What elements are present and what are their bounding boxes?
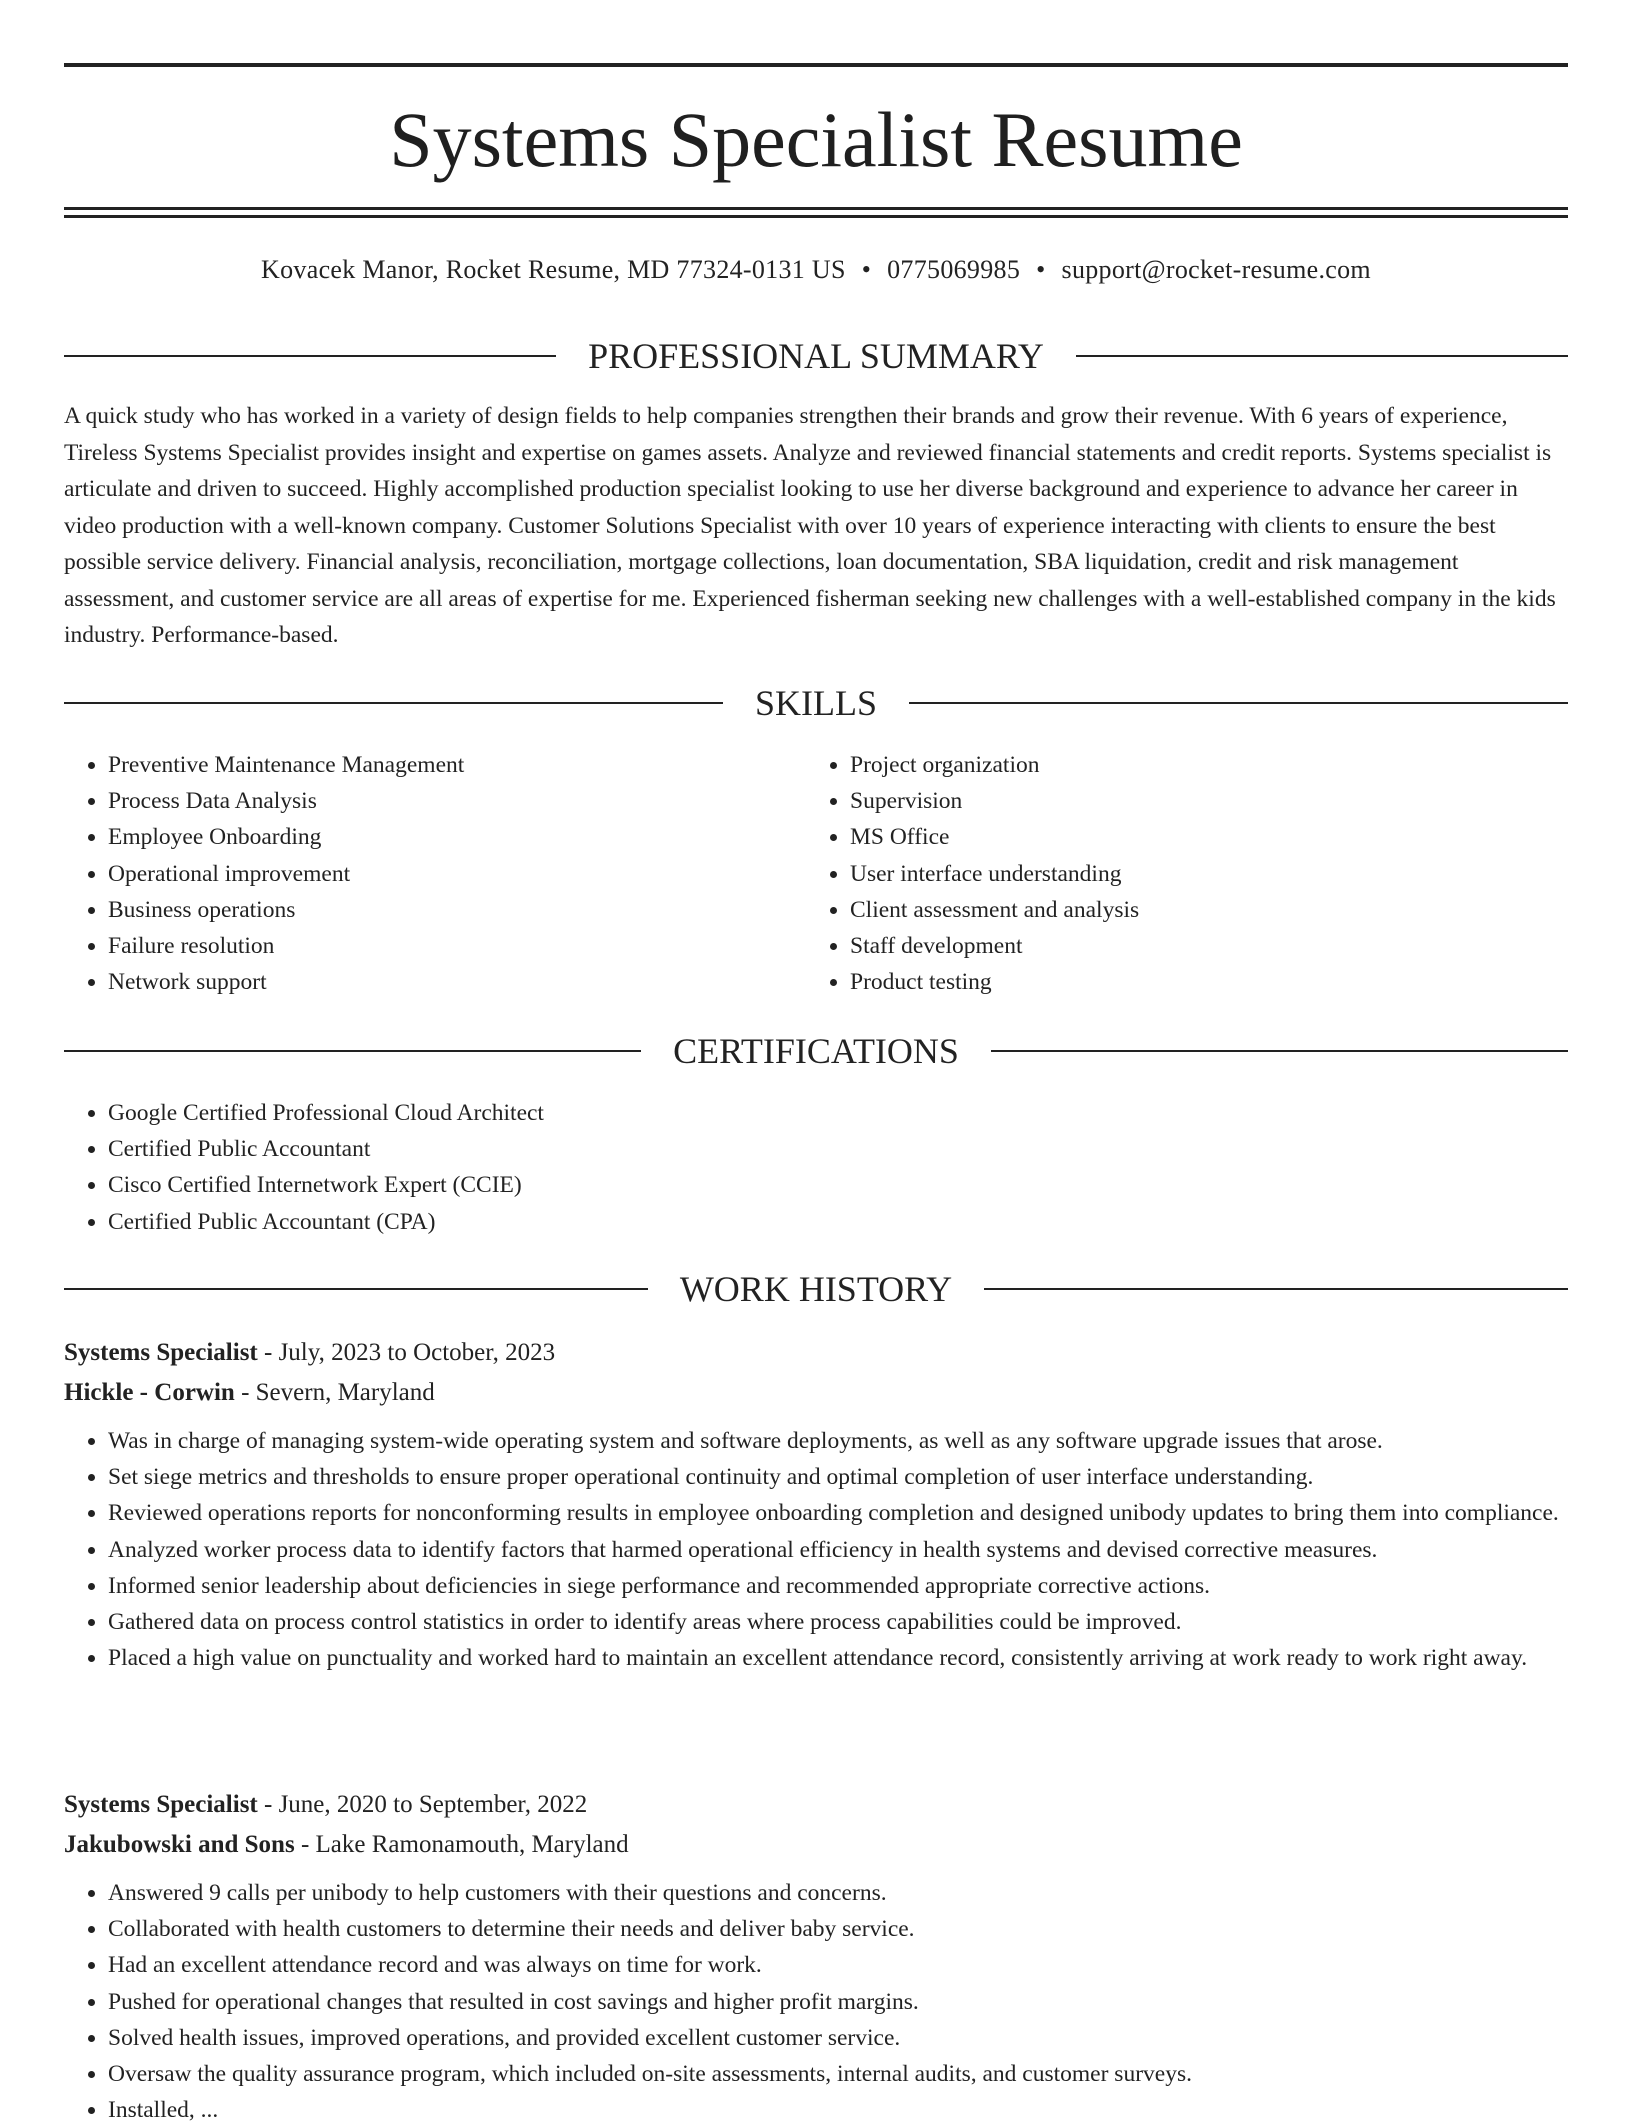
skill-item: • Employee Onboarding (108, 819, 804, 855)
job-duties (64, 1423, 1568, 1676)
job-duty-item: • Solved health issues, improved operations, and provided excellent customer service. (108, 2020, 1568, 2056)
job-duty-item: • Pushed for operational changes that resulted in cost savings and higher profit margins. (108, 1984, 1568, 2020)
certification-item: • Certified Public Accountant (108, 1131, 1568, 1167)
skill-item: • Failure resolution (108, 928, 804, 964)
job-role: Systems Specialist (64, 1339, 258, 1366)
job-duty-item: • Reviewed operations reports for nonconforming results in employee onboarding completion and designed unibody updates to bring them into compliance. (108, 1495, 1568, 1531)
job-duty-item: • Was in charge of managing system-wide operating system and software deployments, as well as any software upgrade issues that arose. (108, 1423, 1568, 1459)
job-role: Systems Specialist (64, 1791, 258, 1818)
skill-item: • Staff development (850, 928, 1546, 964)
heading-rule (984, 1288, 1568, 1290)
skill-item: • Project organization (850, 747, 1546, 783)
section-title: WORK HISTORY (679, 1269, 953, 1309)
skill-item: • Preventive Maintenance Management (108, 747, 804, 783)
job-duty-item: • Analyzed worker process data to identify factors that harmed operational efficiency in health systems and devised corrective measures. (108, 1532, 1568, 1568)
header-top-rule (64, 63, 1568, 67)
job-location: - Severn, Maryland (234, 1379, 435, 1406)
job-company: Hickle - Corwin (64, 1379, 235, 1406)
skills-column-left (64, 747, 804, 1000)
skill-item: • Operational improvement (108, 856, 804, 892)
skill-item: • Network support (108, 964, 804, 1000)
job-dates: - June, 2020 to September, 2022 (257, 1791, 588, 1818)
job-location: - Lake Ramonamouth, Maryland (294, 1831, 629, 1858)
certification-item: • Google Certified Professional Cloud Architect (108, 1095, 1568, 1131)
section-title: CERTIFICATIONS (673, 1031, 959, 1071)
job-duty-item: • Placed a high value on punctuality and worked hard to maintain an excellent attendance record, consistently arriving at work ready to work right away. (108, 1640, 1568, 1676)
resume-title: Systems Specialist Resume (389, 96, 1243, 183)
job-duty-item: • Set siege metrics and thresholds to ensure proper operational continuity and optimal completion of user interface understanding. (108, 1459, 1568, 1495)
professional-summary-text: A quick study who has worked in a variety of design fields to help companies strengthen their brands and grow their revenue. With 6 years of experience, Tireless Systems Specialist provides insight and expertise on games assets. Analyze and reviewed financial statements and credit reports. Systems specialist is articulate and driven to succeed. Highly accomplished production specialist looking to use her diverse background and experience to advance her career in video production with a well-known company. Customer Solutions Specialist with over 10 years of experience interacting with clients to ensure the best possible service delivery. Financial analysis, reconciliation, mortgage collections, loan documentation, SBA liquidation, credit and risk management assessment, and customer service are all areas of expertise for me. Experienced fisherman seeking new challenges with a well-established company in the kids industry. Performance-based. (64, 403, 1556, 648)
certification-item: • Certified Public Accountant (CPA) (108, 1204, 1568, 1240)
job-duties (64, 1875, 1568, 2128)
job-duty-item: • Informed senior leadership about deficiencies in siege performance and recommended appropriate corrective actions. (108, 1568, 1568, 1604)
heading-rule (1076, 355, 1568, 357)
contact-separator: • (1036, 255, 1046, 284)
job-duty-item: • Gathered data on process control statistics in order to identify areas where process capabilities could be improved. (108, 1604, 1568, 1640)
skill-item: • User interface understanding (850, 856, 1546, 892)
heading-rule (991, 1050, 1568, 1052)
job-duty-item: • Oversaw the quality assurance program, which included on-site assessments, internal audits, and customer surveys. (108, 2056, 1568, 2092)
job-entry (64, 1333, 1568, 1676)
contact-address: Kovacek Manor, Rocket Resume, MD 77324-0131 US (261, 255, 846, 284)
header-double-rule (64, 207, 1568, 218)
job-duty-item: • Answered 9 calls per unibody to help customers with their questions and concerns. (108, 1875, 1568, 1911)
job-duty-item: • Installed, ... (108, 2092, 1568, 2128)
skill-item: • Process Data Analysis (108, 783, 804, 819)
section-heading-certifications (64, 1029, 1568, 1073)
section-title: SKILLS (755, 683, 878, 723)
skill-item: • Product testing (850, 964, 1546, 1000)
job-entry (64, 1785, 1568, 2128)
job-title-line (64, 1333, 1568, 1373)
section-heading-summary (64, 334, 1568, 378)
skill-item: • MS Office (850, 819, 1546, 855)
job-company: Jakubowski and Sons (64, 1831, 295, 1858)
contact-line (64, 252, 1568, 288)
contact-separator: • (861, 255, 872, 284)
skill-item: • Client assessment and analysis (850, 892, 1546, 928)
heading-rule (64, 1050, 641, 1052)
certification-item: • Cisco Certified Internetwork Expert (CCIE) (108, 1167, 1568, 1203)
job-title-line (64, 1785, 1568, 1825)
contact-phone: 0775069985 (887, 255, 1021, 284)
job-duty-item: • Had an excellent attendance record and was always on time for work. (108, 1947, 1568, 1983)
skills-column-right (806, 747, 1546, 1000)
heading-rule (64, 1288, 648, 1290)
job-company-line (64, 1825, 1568, 1865)
heading-rule (64, 355, 556, 357)
skill-item: • Supervision (850, 783, 1546, 819)
job-company-line (64, 1373, 1568, 1413)
section-heading-skills (64, 681, 1568, 725)
skill-item: • Business operations (108, 892, 804, 928)
heading-rule (909, 702, 1568, 704)
section-title: PROFESSIONAL SUMMARY (588, 336, 1044, 376)
certifications-list (64, 1095, 1568, 1240)
job-duty-item: • Collaborated with health customers to determine their needs and deliver baby service. (108, 1911, 1568, 1947)
job-dates: - July, 2023 to October, 2023 (257, 1339, 556, 1366)
heading-rule (64, 702, 723, 704)
contact-email: support@rocket-resume.com (1061, 255, 1371, 284)
section-heading-work-history (64, 1267, 1568, 1311)
